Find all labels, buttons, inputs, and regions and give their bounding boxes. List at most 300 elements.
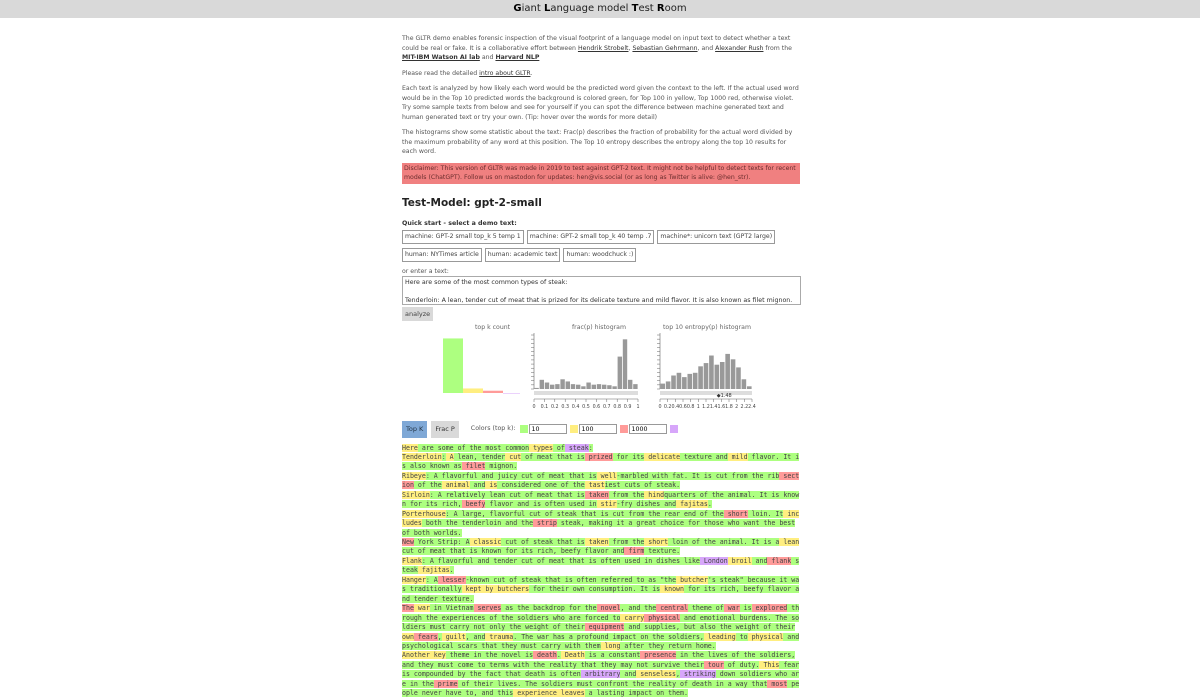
- text-token[interactable]: soldiers: [513, 613, 549, 622]
- demo-button-nytimes[interactable]: human: NYTimes article: [402, 248, 482, 262]
- text-token[interactable]: juicy: [493, 471, 518, 480]
- text-token[interactable]: of: [552, 443, 565, 452]
- text-token[interactable]: often: [572, 575, 597, 584]
- text-token[interactable]: loin: [747, 509, 768, 518]
- text-token[interactable]: and: [608, 547, 625, 556]
- text-token[interactable]: novel: [497, 651, 522, 660]
- text-token[interactable]: cut: [505, 490, 522, 499]
- text-token[interactable]: flavor: [763, 585, 792, 594]
- text-token[interactable]: It: [636, 585, 649, 594]
- text-token[interactable]: have: [441, 689, 462, 698]
- text-token[interactable]: a: [596, 651, 605, 660]
- text-token[interactable]: 's: [707, 575, 716, 584]
- text-token[interactable]: flavorful: [433, 556, 474, 565]
- text-token[interactable]: is: [521, 651, 534, 660]
- text-token[interactable]: worlds: [429, 528, 458, 537]
- text-token[interactable]: consumption: [584, 585, 633, 594]
- text-token[interactable]: both: [409, 528, 430, 537]
- text-token[interactable]: war: [533, 632, 549, 641]
- text-token[interactable]: A: [461, 538, 470, 547]
- text-token[interactable]: flavorful: [437, 471, 478, 480]
- text-token[interactable]: rich: [533, 547, 553, 556]
- text-token[interactable]: -: [616, 500, 621, 509]
- text-token[interactable]: London: [699, 556, 728, 565]
- text-token[interactable]: their: [680, 660, 704, 669]
- text-token[interactable]: "the: [656, 575, 677, 584]
- text-token[interactable]: .: [684, 689, 688, 698]
- text-token[interactable]: has: [549, 632, 565, 641]
- text-token[interactable]: like: [680, 556, 700, 565]
- text-token[interactable]: with: [509, 660, 530, 669]
- text-token[interactable]: of: [453, 443, 466, 452]
- text-token[interactable]: way: [731, 679, 748, 688]
- link-harvard-nlp[interactable]: Harvard NLP: [495, 54, 540, 61]
- text-token[interactable]: as: [644, 575, 657, 584]
- text-token[interactable]: is: [544, 670, 557, 679]
- text-token[interactable]: lesser: [437, 575, 466, 584]
- text-token[interactable]: :: [457, 538, 462, 547]
- text-token[interactable]: steak: [652, 481, 677, 490]
- text-token[interactable]: beefy: [461, 500, 486, 509]
- text-token[interactable]: and: [477, 689, 494, 698]
- text-token[interactable]: ,: [457, 500, 462, 509]
- text-token[interactable]: and: [660, 500, 677, 509]
- text-token[interactable]: soldiers: [664, 632, 700, 641]
- text-token[interactable]: of: [533, 556, 545, 565]
- text-token[interactable]: prime: [433, 679, 458, 688]
- text-token[interactable]: York: [413, 538, 434, 547]
- text-token[interactable]: the: [465, 670, 482, 679]
- text-token[interactable]: cut: [525, 509, 542, 518]
- text-token[interactable]: for: [405, 500, 422, 509]
- text-token[interactable]: and: [477, 471, 494, 480]
- text-token[interactable]: profound: [572, 632, 609, 641]
- text-token[interactable]: arbitrary: [580, 670, 621, 679]
- text-token[interactable]: .: [711, 642, 716, 651]
- text-token[interactable]: their: [544, 585, 569, 594]
- text-token[interactable]: but: [680, 623, 696, 632]
- text-token[interactable]: It: [755, 490, 768, 499]
- text-token[interactable]: fear: [779, 660, 800, 669]
- text-token[interactable]: This: [759, 660, 780, 669]
- demo-button-academic[interactable]: human: academic text: [485, 248, 561, 262]
- text-token[interactable]: -: [616, 471, 621, 480]
- text-token[interactable]: not: [469, 623, 486, 632]
- demo-button-woodchuck[interactable]: human: woodchuck :): [563, 248, 636, 262]
- text-token[interactable]: .: [743, 538, 748, 547]
- text-token[interactable]: cut: [402, 547, 414, 556]
- text-token[interactable]: most: [481, 443, 502, 452]
- text-token[interactable]: lean: [779, 538, 800, 547]
- text-token[interactable]: ,: [465, 632, 470, 641]
- text-token[interactable]: loin: [668, 538, 688, 547]
- text-token[interactable]: meat: [533, 452, 553, 461]
- text-token[interactable]: fajitas: [417, 566, 450, 575]
- text-token[interactable]: that: [501, 670, 522, 679]
- text-token[interactable]: in: [405, 679, 418, 688]
- text-token[interactable]: forced: [580, 613, 609, 622]
- text-token[interactable]: fajitas: [676, 500, 708, 509]
- text-token[interactable]: meat: [425, 547, 446, 556]
- text-token[interactable]: terms: [485, 660, 510, 669]
- text-token[interactable]: ,: [552, 547, 557, 556]
- text-token[interactable]: and: [624, 604, 641, 613]
- text-token[interactable]: they: [413, 660, 434, 669]
- text-token[interactable]: considered: [497, 481, 542, 490]
- text-token[interactable]: making: [584, 519, 613, 528]
- text-token[interactable]: they: [596, 660, 617, 669]
- text-token[interactable]: for: [612, 452, 629, 461]
- text-token[interactable]: to: [473, 660, 486, 669]
- text-token[interactable]: Flank: [402, 556, 422, 565]
- text-token[interactable]: of: [457, 679, 470, 688]
- text-token[interactable]: often: [596, 556, 621, 565]
- text-token[interactable]: those: [699, 519, 724, 528]
- text-token[interactable]: .: [767, 613, 772, 622]
- text-token[interactable]: for: [564, 604, 581, 613]
- text-token[interactable]: most: [767, 679, 788, 688]
- text-token[interactable]: animal: [723, 490, 752, 499]
- text-token[interactable]: and: [620, 670, 637, 679]
- text-token[interactable]: flavor: [485, 500, 514, 509]
- text-token[interactable]: the: [715, 623, 732, 632]
- text-token[interactable]: butcher: [676, 575, 708, 584]
- text-token[interactable]: Porterhouse: [402, 509, 446, 518]
- text-token[interactable]: guilt: [441, 632, 466, 641]
- text-token[interactable]: and: [624, 623, 641, 632]
- text-token[interactable]: soldiers: [735, 670, 772, 679]
- text-token[interactable]: :: [425, 575, 430, 584]
- text-token[interactable]: must: [572, 679, 593, 688]
- text-token[interactable]: and: [751, 556, 768, 565]
- text-token[interactable]: .: [457, 528, 462, 537]
- text-token[interactable]: It: [688, 471, 700, 480]
- text-token[interactable]: :: [429, 490, 434, 499]
- text-token[interactable]: tour: [703, 660, 724, 669]
- text-token[interactable]: is: [572, 490, 585, 499]
- text-token[interactable]: tender: [489, 556, 518, 565]
- text-token[interactable]: A: [449, 509, 458, 518]
- text-token[interactable]: the: [628, 538, 645, 547]
- text-token[interactable]: animal: [715, 538, 744, 547]
- tab-frac-p[interactable]: Frac P: [431, 421, 458, 438]
- text-token[interactable]: emotional: [695, 613, 736, 622]
- text-token[interactable]: The: [521, 679, 538, 688]
- text-token[interactable]: rich: [715, 585, 736, 594]
- text-input[interactable]: [402, 276, 801, 305]
- text-token[interactable]: .: [513, 462, 518, 471]
- text-token[interactable]: a: [723, 679, 732, 688]
- text-token[interactable]: is: [648, 585, 661, 594]
- text-token[interactable]: ,: [676, 670, 681, 679]
- text-token[interactable]: tender: [477, 452, 506, 461]
- text-token[interactable]: to: [735, 632, 748, 641]
- text-token[interactable]: .: [775, 452, 780, 461]
- text-token[interactable]: Tenderloin: [402, 452, 442, 461]
- text-token[interactable]: beefy: [739, 585, 764, 594]
- text-token[interactable]: one: [541, 481, 557, 490]
- text-token[interactable]: Ribeye: [402, 471, 426, 480]
- text-token[interactable]: lean: [453, 452, 474, 461]
- text-token[interactable]: types: [529, 443, 553, 452]
- text-token[interactable]: the: [505, 623, 522, 632]
- text-token[interactable]: its: [517, 547, 534, 556]
- text-token[interactable]: of: [533, 471, 545, 480]
- text-token[interactable]: the: [513, 604, 530, 613]
- text-token[interactable]: dishes: [652, 556, 681, 565]
- text-token[interactable]: the: [497, 613, 514, 622]
- text-token[interactable]: It: [747, 538, 760, 547]
- text-token[interactable]: that: [477, 642, 498, 651]
- text-token[interactable]: ,: [735, 585, 740, 594]
- text-token[interactable]: novel: [596, 604, 621, 613]
- text-token[interactable]: cut: [711, 471, 728, 480]
- text-token[interactable]: weight: [731, 623, 760, 632]
- text-token[interactable]: of: [402, 528, 410, 537]
- text-token[interactable]: known: [469, 575, 490, 584]
- text-token[interactable]: steak: [529, 538, 553, 547]
- text-token[interactable]: .: [676, 547, 681, 556]
- text-token[interactable]: their: [560, 623, 585, 632]
- text-token[interactable]: physical: [644, 613, 680, 622]
- text-token[interactable]: the: [417, 679, 434, 688]
- demo-button-gpt2-topk40[interactable]: machine: GPT-2 small top_k 40 temp .7: [527, 230, 655, 244]
- text-token[interactable]: of: [688, 538, 700, 547]
- text-token[interactable]: by: [453, 670, 466, 679]
- text-token[interactable]: butchers: [493, 585, 530, 594]
- text-token[interactable]: .: [751, 490, 756, 499]
- text-token[interactable]: .: [767, 509, 772, 518]
- text-token[interactable]: its: [699, 585, 716, 594]
- text-token[interactable]: people: [402, 679, 800, 698]
- text-token[interactable]: is: [465, 547, 478, 556]
- text-token[interactable]: end: [680, 509, 696, 518]
- text-token[interactable]: meat: [533, 490, 553, 499]
- text-token[interactable]: soldiers: [537, 679, 573, 688]
- text-token[interactable]: psychological: [402, 642, 454, 651]
- text-token[interactable]: who: [548, 613, 565, 622]
- text-token[interactable]: lives: [703, 651, 728, 660]
- text-token[interactable]: to: [608, 613, 621, 622]
- text-token[interactable]: their: [771, 623, 796, 632]
- text-token[interactable]: never: [417, 689, 442, 698]
- text-token[interactable]: for: [501, 547, 518, 556]
- text-token[interactable]: from: [727, 471, 748, 480]
- text-token[interactable]: equipment: [584, 623, 625, 632]
- text-token[interactable]: must: [425, 623, 446, 632]
- text-token[interactable]: who: [723, 519, 740, 528]
- text-token[interactable]: after: [620, 642, 645, 651]
- text-token[interactable]: the: [580, 604, 597, 613]
- text-token[interactable]: experience: [513, 689, 557, 698]
- text-token[interactable]: the: [644, 509, 661, 518]
- text-token[interactable]: of: [676, 679, 688, 688]
- text-token[interactable]: known: [660, 585, 684, 594]
- text-token[interactable]: for: [683, 585, 700, 594]
- text-token[interactable]: striking: [680, 670, 716, 679]
- text-token[interactable]: for: [684, 519, 700, 528]
- text-token[interactable]: firm: [624, 547, 645, 556]
- text-token[interactable]: ,: [676, 623, 681, 632]
- text-token[interactable]: and: [513, 500, 530, 509]
- text-token[interactable]: flank: [767, 556, 792, 565]
- text-token[interactable]: hind: [644, 490, 665, 499]
- text-token[interactable]: quarters: [664, 490, 696, 499]
- text-token[interactable]: in: [711, 679, 724, 688]
- text-token[interactable]: the: [628, 679, 645, 688]
- text-token[interactable]: ,: [473, 452, 478, 461]
- text-token[interactable]: fears: [413, 632, 438, 641]
- text-token[interactable]: home: [691, 642, 712, 651]
- text-token[interactable]: dishes: [632, 500, 661, 509]
- text-token[interactable]: backdrop: [529, 604, 565, 613]
- text-token[interactable]: its: [421, 500, 438, 509]
- text-token[interactable]: supplies: [640, 623, 677, 632]
- text-token[interactable]: from: [608, 490, 629, 499]
- text-token[interactable]: explored: [751, 604, 788, 613]
- text-token[interactable]: burdens: [735, 613, 768, 622]
- text-token[interactable]: of: [695, 509, 708, 518]
- text-token[interactable]: steak: [556, 519, 581, 528]
- text-token[interactable]: war: [413, 604, 430, 613]
- text-token[interactable]: that: [541, 575, 561, 584]
- text-token[interactable]: the: [648, 632, 665, 641]
- text-token[interactable]: lives: [493, 679, 518, 688]
- text-token[interactable]: The: [771, 613, 788, 622]
- text-token[interactable]: of: [505, 575, 518, 584]
- text-token[interactable]: from: [624, 509, 645, 518]
- text-token[interactable]: and: [501, 519, 518, 528]
- text-token[interactable]: some: [433, 443, 454, 452]
- text-token[interactable]: in: [469, 651, 482, 660]
- text-token[interactable]: and: [711, 452, 728, 461]
- text-token[interactable]: it: [775, 575, 788, 584]
- text-token[interactable]: is: [759, 538, 772, 547]
- text-token[interactable]: .: [684, 471, 689, 480]
- text-token[interactable]: is: [560, 575, 573, 584]
- analyze-button[interactable]: analyze: [402, 307, 433, 321]
- link-intro-gltr[interactable]: intro about GLTR: [479, 69, 531, 77]
- text-token[interactable]: of: [517, 538, 530, 547]
- demo-button-unicorn[interactable]: machine*: unicorn text (GPT2 large): [657, 230, 775, 244]
- text-token[interactable]: the: [568, 481, 585, 490]
- text-token[interactable]: cut: [489, 575, 506, 584]
- text-token[interactable]: steak: [517, 575, 542, 584]
- text-token[interactable]: Vietnam: [441, 604, 474, 613]
- text-token[interactable]: theme: [445, 651, 470, 660]
- text-token[interactable]: the: [517, 519, 534, 528]
- text-token[interactable]: the: [747, 471, 764, 480]
- text-token[interactable]: flavorful: [485, 509, 526, 518]
- text-token[interactable]: and: [402, 660, 414, 669]
- text-token[interactable]: Hanger: [402, 575, 426, 584]
- text-token[interactable]: must: [517, 642, 538, 651]
- text-token[interactable]: was: [402, 575, 800, 594]
- text-token[interactable]: them: [664, 689, 684, 698]
- text-token[interactable]: impact: [608, 632, 637, 641]
- text-token[interactable]: in: [640, 556, 653, 565]
- text-token[interactable]: A: [429, 471, 438, 480]
- text-token[interactable]: steak: [552, 509, 577, 518]
- text-token[interactable]: of: [695, 490, 708, 499]
- text-token[interactable]: down: [715, 670, 736, 679]
- text-token[interactable]: known: [402, 490, 800, 509]
- text-token[interactable]: mild: [727, 452, 748, 461]
- text-token[interactable]: filet: [461, 462, 486, 471]
- text-token[interactable]: the: [739, 651, 756, 660]
- text-token[interactable]: is: [572, 452, 585, 461]
- text-token[interactable]: includes: [402, 509, 800, 528]
- text-token[interactable]: long: [600, 642, 621, 651]
- text-token[interactable]: through: [402, 604, 800, 622]
- text-token[interactable]: used: [620, 556, 641, 565]
- text-token[interactable]: of: [727, 651, 740, 660]
- text-token[interactable]: that: [564, 556, 585, 565]
- text-token[interactable]: The: [402, 604, 414, 613]
- text-token[interactable]: Sirloin: [402, 490, 430, 499]
- text-token[interactable]: scars: [453, 642, 478, 651]
- text-token[interactable]: and: [469, 481, 486, 490]
- text-token[interactable]: is: [572, 538, 585, 547]
- text-token[interactable]: senseless: [636, 670, 677, 679]
- text-token[interactable]: of: [640, 481, 653, 490]
- text-token[interactable]: of: [413, 547, 426, 556]
- text-token[interactable]: trauma: [485, 632, 514, 641]
- text-token[interactable]: Another: [402, 651, 430, 660]
- text-token[interactable]: .: [449, 566, 454, 575]
- text-token[interactable]: soldiers: [402, 613, 800, 632]
- link-mit-ibm[interactable]: MIT-IBM Watson AI lab: [402, 54, 480, 61]
- text-token[interactable]: tenderloin: [457, 519, 502, 528]
- text-token[interactable]: is: [485, 481, 498, 490]
- text-token[interactable]: taken: [584, 490, 609, 499]
- text-token[interactable]: cut: [501, 538, 518, 547]
- text-token[interactable]: also: [405, 462, 426, 471]
- text-token[interactable]: cut: [608, 509, 625, 518]
- text-token[interactable]: by: [481, 585, 494, 594]
- text-token[interactable]: rear: [660, 509, 681, 518]
- text-token[interactable]: are: [402, 670, 800, 688]
- text-token[interactable]: short: [644, 538, 669, 547]
- text-token[interactable]: experiences: [437, 613, 486, 622]
- text-token[interactable]: taken: [584, 538, 609, 547]
- text-token[interactable]: texture: [644, 547, 677, 556]
- text-token[interactable]: lasting: [592, 689, 625, 698]
- text-token[interactable]: cut: [517, 556, 534, 565]
- text-token[interactable]: it: [612, 519, 625, 528]
- text-token[interactable]: and: [783, 632, 800, 641]
- text-token[interactable]: is: [767, 490, 780, 499]
- text-token[interactable]: return: [664, 642, 692, 651]
- text-token[interactable]: is: [529, 500, 542, 509]
- text-token[interactable]: also: [695, 623, 716, 632]
- text-token[interactable]: is: [596, 509, 609, 518]
- text-token[interactable]: its: [628, 452, 645, 461]
- text-token[interactable]: the: [707, 509, 724, 518]
- text-token[interactable]: strip: [533, 519, 557, 528]
- text-token[interactable]: :: [445, 509, 450, 518]
- text-token[interactable]: the: [529, 660, 545, 669]
- text-token[interactable]: is: [402, 452, 800, 471]
- text-token[interactable]: on: [636, 632, 649, 641]
- link-strobelt[interactable]: Hendrik Strobelt: [577, 44, 629, 52]
- text-token[interactable]: want: [739, 519, 760, 528]
- text-token[interactable]: of: [723, 660, 736, 669]
- text-token[interactable]: for: [529, 585, 545, 594]
- text-token[interactable]: fat: [668, 471, 685, 480]
- text-token[interactable]: they: [497, 642, 518, 651]
- text-token[interactable]: that: [552, 452, 573, 461]
